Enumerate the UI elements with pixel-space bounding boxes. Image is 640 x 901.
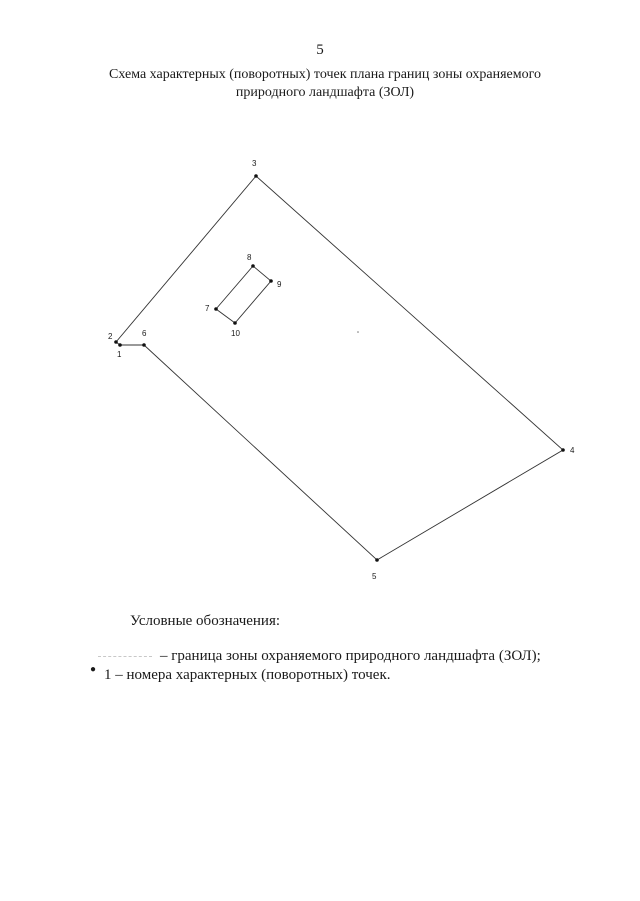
point-4-label: 4 — [570, 446, 575, 455]
legend-title: Условные обозначения: — [130, 613, 281, 629]
point-1-label: 1 — [117, 350, 122, 359]
point-3-label: 3 — [252, 159, 257, 168]
legend-point-text: – номера характерных (поворотных) точек. — [115, 667, 391, 683]
point-6-label: 6 — [142, 329, 147, 338]
legend-point-row — [90, 664, 391, 684]
legend-boundary-row — [92, 648, 541, 665]
title-line-1: Схема характерных (поворотных) точек плана границ зоны охраняемого — [108, 67, 541, 82]
point-2-label: 2 — [108, 332, 113, 341]
point-10-marker — [233, 321, 237, 325]
legend-boundary-text: – граница зоны охраняемого природного ландшафта (ЗОЛ); — [160, 648, 541, 664]
point-6-marker — [142, 343, 146, 347]
scan-speck — [357, 331, 359, 333]
boundary-line-sample — [98, 656, 152, 657]
point-5-marker — [375, 558, 379, 562]
page-number: 5 — [316, 42, 324, 58]
outer-boundary — [116, 176, 563, 560]
title-line-2: природного ландшафта (ЗОЛ) — [235, 85, 415, 100]
point-4-marker — [561, 448, 565, 452]
point-8-marker — [251, 264, 255, 268]
point-10-label: 10 — [231, 329, 240, 338]
point-9-label: 9 — [277, 280, 282, 289]
point-8-label: 8 — [247, 253, 252, 262]
point-marker-sample: ● — [90, 664, 97, 675]
point-7-label: 7 — [205, 304, 210, 313]
inner-boundary — [216, 266, 271, 323]
point-3-marker — [254, 174, 258, 178]
point-2-marker — [114, 340, 118, 344]
point-7-marker — [214, 307, 218, 311]
point-9-marker — [269, 279, 273, 283]
point-1-marker — [118, 343, 122, 347]
legend-point-number: 1 — [104, 667, 112, 683]
point-5-label: 5 — [372, 572, 377, 581]
